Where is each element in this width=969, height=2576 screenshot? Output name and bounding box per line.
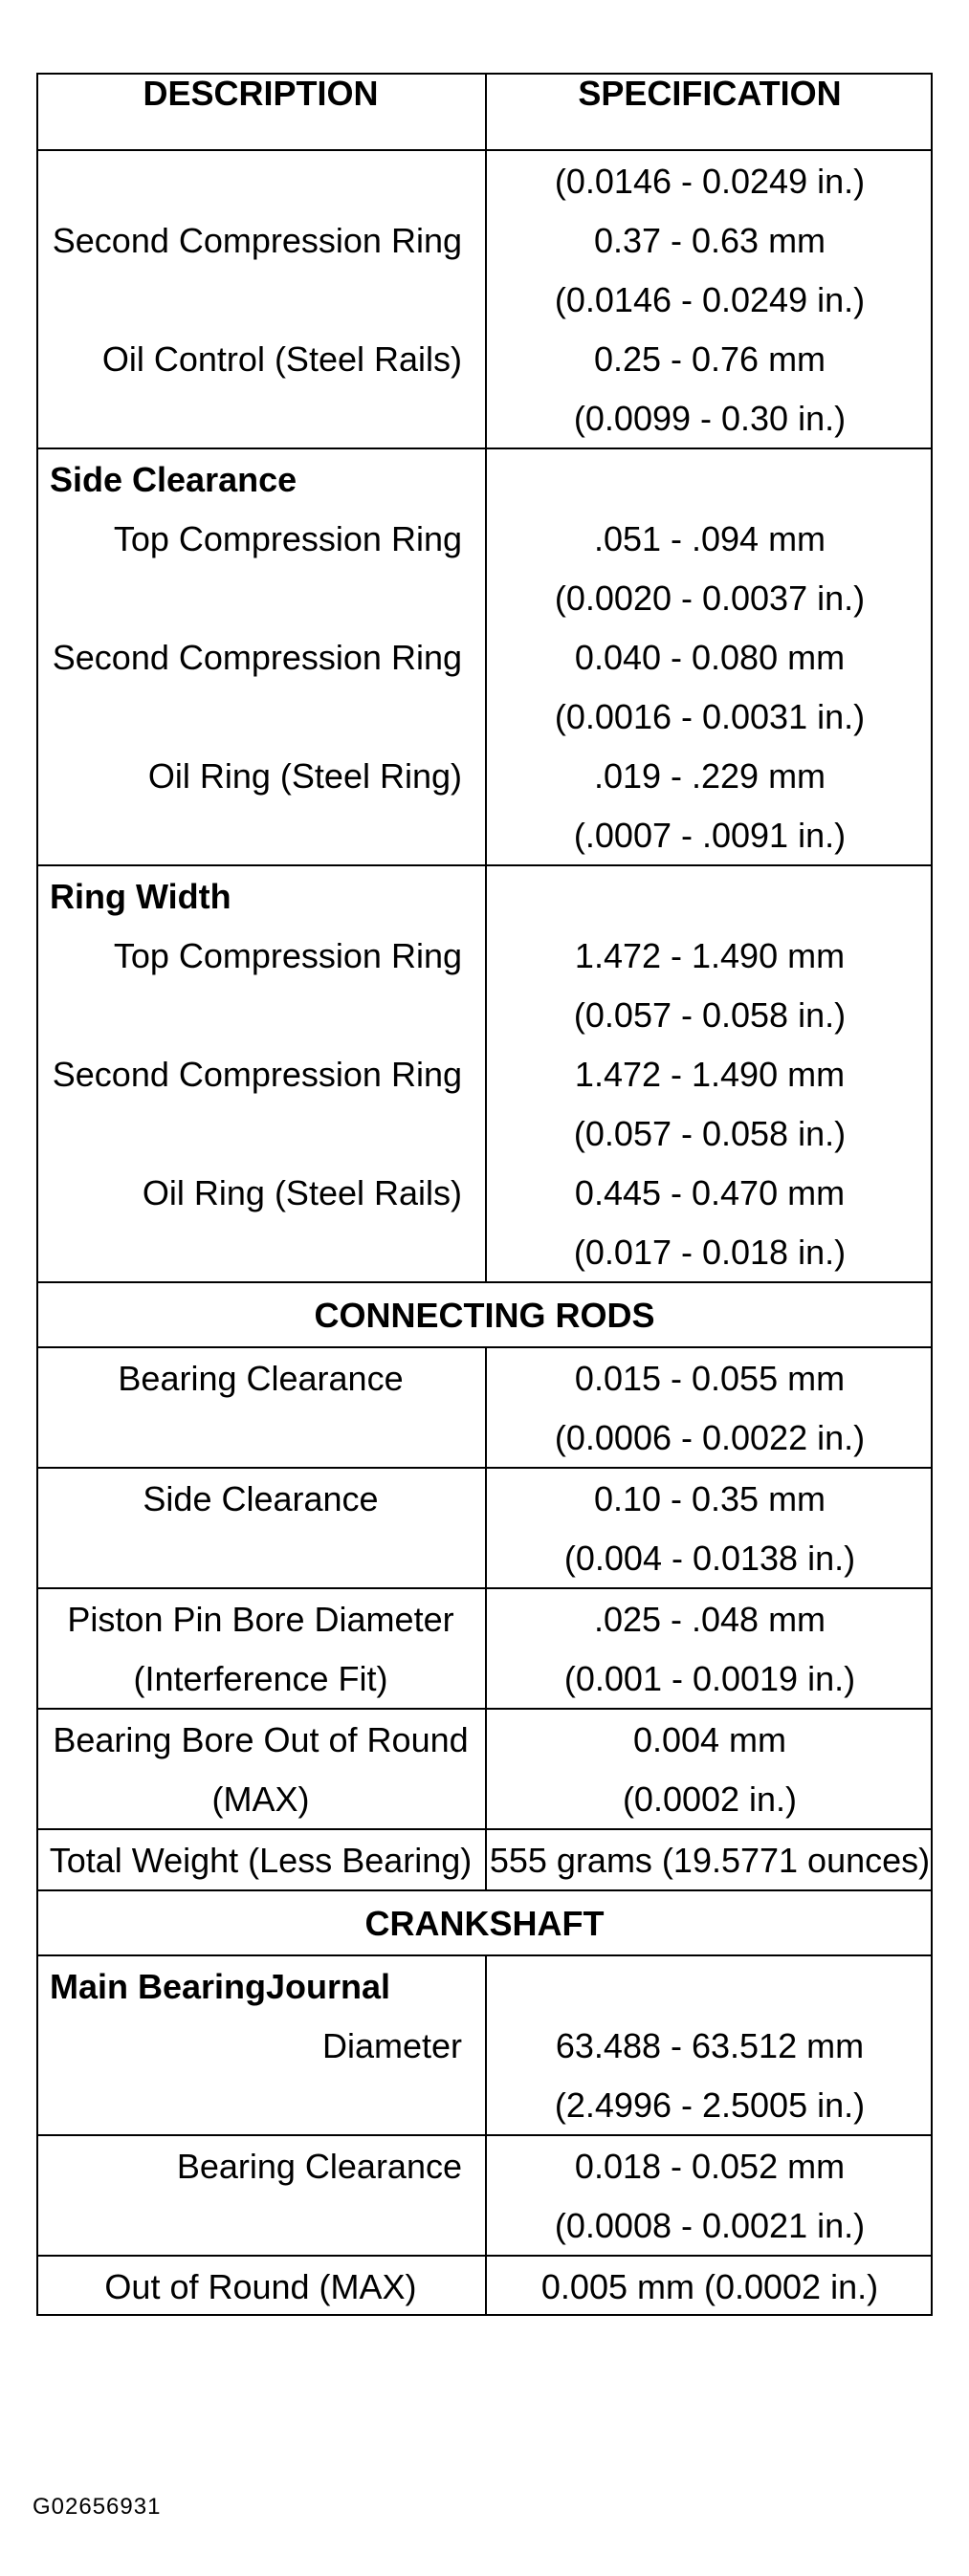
- specification-cell: (0.0008 - 0.0021 in.): [486, 2195, 933, 2256]
- specification-cell: [486, 448, 933, 509]
- specification-cell: (0.0002 in.): [486, 1769, 933, 1829]
- table-row: [36, 210, 933, 270]
- specification-cell: (0.0099 - 0.30 in.): [486, 388, 933, 448]
- specification-cell: [486, 1955, 933, 2016]
- group-heading-row: [36, 1955, 933, 2016]
- specification-cell: 1.472 - 1.490 mm: [574, 936, 846, 975]
- group-heading: Main BearingJournal: [36, 1955, 486, 2016]
- description-cell: [36, 568, 486, 627]
- specification-cell: (0.004 - 0.0138 in.): [486, 1528, 933, 1588]
- description-cell: Bearing Bore Out of Round: [36, 1709, 486, 1769]
- description-cell: Bearing Clearance: [36, 2135, 486, 2195]
- group-heading-row: [36, 865, 933, 926]
- group-heading: Side Clearance: [36, 448, 486, 509]
- specification-cell: 0.25 - 0.76 mm: [593, 339, 826, 379]
- specification-cell: (0.0146 - 0.0249 in.): [554, 280, 866, 319]
- description-cell: [36, 2075, 486, 2135]
- specification-cell: 0.005 mm (0.0002 in.): [540, 2267, 879, 2306]
- specification-cell: 1.472 - 1.490 mm: [574, 1055, 846, 1094]
- description-cell: Bearing Clearance: [36, 1347, 486, 1408]
- specification-cell: (0.0016 - 0.0031 in.): [554, 697, 866, 736]
- description-cell: Diameter: [36, 2016, 486, 2075]
- specification-cell: (0.001 - 0.0019 in.): [486, 1648, 933, 1709]
- description-cell: Total Weight (Less Bearing): [36, 1829, 486, 1890]
- specification-cell: 555 grams (19.5771 ounces): [486, 1829, 933, 1890]
- description-cell: [36, 1222, 486, 1282]
- specification-cell: .019 - .229 mm: [593, 756, 826, 796]
- specification-cell: [486, 865, 933, 926]
- table-row: [36, 805, 933, 865]
- table-row: [36, 1709, 933, 1769]
- specification-cell: (0.057 - 0.058 in.): [573, 1114, 847, 1153]
- table-row: [36, 1829, 933, 1890]
- table-row: [36, 1468, 933, 1528]
- description-cell: [36, 1103, 486, 1163]
- section-header-row: [36, 1282, 933, 1347]
- specification-cell: .051 - .094 mm: [593, 519, 826, 558]
- description-cell: [36, 687, 486, 746]
- description-cell: [36, 388, 486, 448]
- specification-cell: 0.015 - 0.055 mm: [574, 1359, 846, 1398]
- specification-cell: 0.018 - 0.052 mm: [574, 2147, 846, 2186]
- spec-table-body: [36, 150, 933, 2316]
- description-cell: (Interference Fit): [36, 1648, 486, 1709]
- description-cell: [36, 1528, 486, 1588]
- table-row: [36, 1408, 933, 1468]
- description-cell: Second Compression Ring: [36, 1044, 486, 1103]
- table-row: [36, 150, 933, 210]
- description-cell: Second Compression Ring: [36, 627, 486, 687]
- description-cell: Out of Round (MAX): [36, 2256, 486, 2316]
- section-title: CONNECTING RODS: [36, 1282, 933, 1347]
- table-row: [36, 1222, 933, 1282]
- table-row: [36, 1588, 933, 1648]
- table-row: [36, 2135, 933, 2195]
- description-cell: Oil Ring (Steel Ring): [36, 746, 486, 805]
- table-row: [36, 2016, 933, 2075]
- table-row: [36, 1103, 933, 1163]
- table-row: [36, 1347, 933, 1408]
- table-row: [36, 1769, 933, 1829]
- group-heading-row: [36, 448, 933, 509]
- description-cell: [36, 150, 486, 210]
- figure-id: G02656931: [33, 2494, 162, 2520]
- section-title: CRANKSHAFT: [36, 1890, 933, 1955]
- specification-cell: 0.445 - 0.470 mm: [574, 1173, 846, 1212]
- description-header: DESCRIPTION: [36, 73, 486, 150]
- description-cell: [36, 985, 486, 1044]
- table-row: [36, 509, 933, 568]
- table-row: [36, 1648, 933, 1709]
- specification-cell: (.0007 - .0091 in.): [486, 805, 933, 865]
- description-cell: [36, 270, 486, 329]
- table-row: [36, 270, 933, 329]
- specification-cell: (2.4996 - 2.5005 in.): [486, 2075, 933, 2135]
- description-cell: [36, 2195, 486, 2256]
- description-cell: Second Compression Ring: [36, 210, 486, 270]
- specification-cell: 0.10 - 0.35 mm: [593, 1479, 826, 1518]
- section-header-row: [36, 1890, 933, 1955]
- table-row: [36, 746, 933, 805]
- specification-cell: (0.0006 - 0.0022 in.): [486, 1408, 933, 1468]
- specification-cell: .025 - .048 mm: [593, 1600, 826, 1639]
- description-cell: Top Compression Ring: [36, 509, 486, 568]
- table-row: [36, 2075, 933, 2135]
- group-heading: Ring Width: [36, 865, 486, 926]
- spec-table: [36, 73, 933, 2316]
- specification-cell: 63.488 - 63.512 mm: [555, 2026, 865, 2065]
- description-cell: Side Clearance: [36, 1468, 486, 1528]
- specification-cell: (0.017 - 0.018 in.): [486, 1222, 933, 1282]
- table-row: [36, 2256, 933, 2316]
- table-row: [36, 687, 933, 746]
- specification-cell: 0.004 mm: [632, 1720, 787, 1759]
- table-row: [36, 985, 933, 1044]
- table-row: [36, 568, 933, 627]
- description-cell: Oil Control (Steel Rails): [36, 329, 486, 388]
- specification-cell: (0.0146 - 0.0249 in.): [554, 162, 866, 201]
- specification-header: SPECIFICATION: [486, 73, 933, 150]
- specification-cell: (0.0020 - 0.0037 in.): [554, 579, 866, 618]
- table-row: [36, 388, 933, 448]
- description-cell: [36, 1408, 486, 1468]
- specification-cell: 0.040 - 0.080 mm: [574, 638, 846, 677]
- description-cell: Piston Pin Bore Diameter: [36, 1588, 486, 1648]
- description-cell: Top Compression Ring: [36, 926, 486, 985]
- table-row: [36, 627, 933, 687]
- table-row: [36, 329, 933, 388]
- table-row: [36, 1044, 933, 1103]
- table-row: [36, 2195, 933, 2256]
- specification-cell: 0.37 - 0.63 mm: [593, 221, 826, 260]
- specification-cell: (0.057 - 0.058 in.): [573, 995, 847, 1035]
- description-cell: [36, 805, 486, 865]
- table-row: [36, 926, 933, 985]
- table-row: [36, 1163, 933, 1222]
- table-row: [36, 1528, 933, 1588]
- description-cell: (MAX): [36, 1769, 486, 1829]
- table-header-row: [36, 73, 933, 150]
- description-cell: Oil Ring (Steel Rails): [36, 1163, 486, 1222]
